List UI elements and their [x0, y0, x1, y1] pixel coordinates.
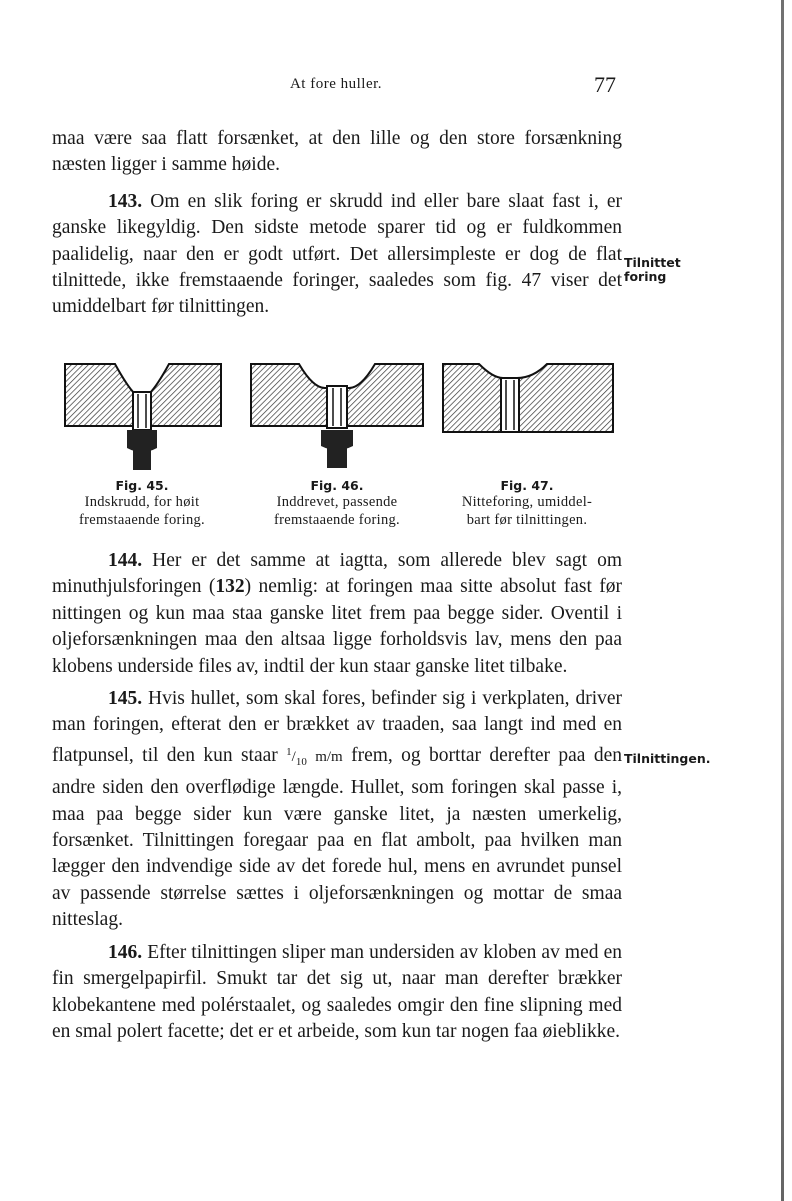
paragraph-text: ) nemlig: at foringen maa sitte absolut fast før nittingen og kun maa staa ganske litet frem paa begge sider. Oventil i oljeforsænkningen maa den altsaa ligge forholdsvis lav, mens den paa klobens underside files av, indtil der kun staar ganske litet tilbake. — [52, 576, 622, 677]
paragraph-144 — [52, 548, 622, 680]
paragraph-number: 144. — [108, 550, 143, 571]
fig-caption-line: Nitteforing, umiddel- — [461, 494, 593, 510]
fraction-denominator: 10 — [295, 755, 307, 768]
fraction-numerator: 1 — [286, 745, 292, 758]
fig-46-illustration — [247, 356, 427, 474]
paragraph-146 — [52, 940, 622, 1046]
fig-caption-line: Inddrevet, passende — [276, 494, 398, 510]
unit: m/m — [315, 748, 343, 765]
fig-label: Fig. 47. — [500, 478, 554, 493]
paragraph-145 — [52, 686, 622, 934]
running-title: At fore huller. — [289, 76, 383, 92]
fig-45-illustration — [57, 356, 227, 474]
paragraph-number: 145. — [108, 688, 143, 710]
paragraph-text: frem, og borttar derefter paa den andre siden den overflødige længde. Hullet, som foringen skal passe i, maa paa begge sider kun være ganske litet, ja næsten umerkelig, forsænket. Tilnittingen foregaar paa en flat ambolt, paa hvilken man lægger den indvendige side av det forede hul, mens en avrundet punsel av passende størrelse sættes i oljeforsænkningen og mottar de smaa nitteslag. — [52, 744, 622, 931]
fig-label: Fig. 46. — [310, 478, 364, 493]
figure-row — [52, 356, 622, 536]
fig-47-illustration — [437, 356, 617, 436]
paragraph-text: Efter tilnittingen sliper man undersiden av kloben av med en fin smergelpapirfil. Smukt tar det sig ut, naar man derefter brækker klobekantene med polérstaalet, og saaledes omgir den fine slipning med en smal polert facette; det er et arbeide, som kun tar nogen faa øieblikke. — [52, 941, 623, 1042]
paragraph-text: Om en slik foring er skrudd ind eller bare slaat fast i, er ganske likegyldig. Den sidste metode sparer tid og er fuldkommen paalidelig, naar den er godt utført. Det allersimpleste er dog de flat tilnittede, ikke fremstaaende foringer, saaledes som fig. 47 viser det umiddelbart før tilnittingen. — [52, 190, 623, 318]
page-edge-shadow — [781, 0, 784, 1201]
fig-caption-line: Indskrudd, for høit — [84, 494, 200, 510]
paragraph-continuation: maa være saa flatt forsænket, at den lille og den store forsænkning næsten ligger i samme høide. — [52, 128, 622, 176]
text-block-bottom — [52, 548, 622, 1045]
paragraph-number: 143. — [108, 190, 143, 212]
fraction: $^1/_{10}$ — [286, 745, 307, 768]
figure-46 — [247, 356, 427, 529]
text-block-top — [52, 126, 622, 321]
paragraph-text: Hvis hullet, som skal fores, befinder sig i verkplaten, driver man foringen, efterat den er brækket av traaden, saa langt ind med en flatpunsel, til den kun staar — [52, 688, 623, 766]
figure-45 — [52, 356, 232, 529]
figure-47 — [437, 356, 617, 529]
fig-label: Fig. 45. — [115, 478, 169, 493]
cross-reference: 132 — [215, 576, 245, 598]
fig-caption-line: bart før tilnittingen. — [466, 512, 588, 528]
paragraph-143 — [52, 189, 622, 321]
margin-note-line: Tilnittet — [624, 255, 681, 270]
margin-note-tilnittet-foring — [624, 256, 681, 284]
paragraph-number: 146. — [108, 941, 143, 963]
margin-note-tilnittingen: Tilnittingen. — [624, 751, 711, 766]
page-number: 77 — [594, 72, 616, 97]
fig-caption-line: fremstaaende foring. — [79, 512, 205, 528]
fig-caption-line: fremstaaende foring. — [274, 512, 400, 528]
margin-note-line: foring — [624, 269, 667, 284]
paragraph-text: Her er det samme at iagtta, som allerede blev sagt om minuthjulsforingen ( — [52, 550, 623, 598]
